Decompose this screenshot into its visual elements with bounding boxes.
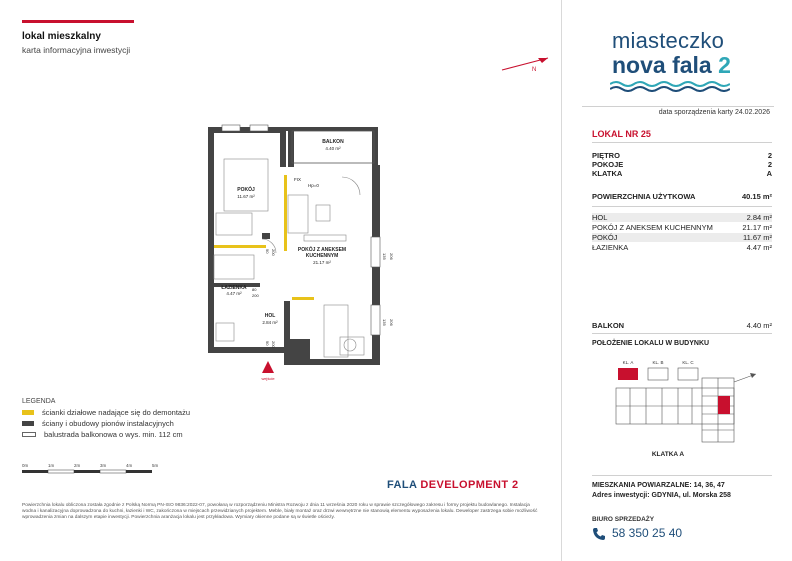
building-location-diagram xyxy=(606,356,766,462)
north-arrow-icon xyxy=(498,52,554,76)
phone-icon xyxy=(592,527,606,541)
logo-line1: miasteczko xyxy=(612,28,725,53)
plan-hol-label: HOL xyxy=(264,313,276,319)
room-label: POKÓJ xyxy=(592,233,618,242)
legend-item-balustrade xyxy=(22,430,183,439)
investment-address: Adres inwestycji: GDYNIA, ul. Morska 258 xyxy=(592,492,731,499)
plan-dim-206a: 206 xyxy=(389,253,394,260)
developer-brand-part1: FALA xyxy=(387,479,421,491)
page-title: lokal mieszkalny xyxy=(22,31,101,42)
room-value: 2.84 m² xyxy=(746,213,772,222)
room-value: 21.17 m² xyxy=(742,223,772,232)
plan-pokoj-area: 11.67 m² xyxy=(237,194,255,199)
scale-label-3: 3m xyxy=(100,463,107,468)
plan-pokoj-label: POKÓJ xyxy=(237,187,255,193)
plan-salon-area: 21.17 m² xyxy=(313,260,331,265)
logo-waves-icon xyxy=(610,80,730,92)
plan-balkon-area: 4.40 m² xyxy=(325,146,341,151)
legend-swatch-outline xyxy=(22,432,36,437)
date-created: data sporządzenia karty 24.02.2026 xyxy=(658,109,770,116)
unit-divider xyxy=(592,142,772,143)
room-label: HOL xyxy=(592,213,608,222)
logo-line2 xyxy=(612,52,731,79)
plan-dim-135a: 135 xyxy=(382,253,387,260)
room-row xyxy=(592,223,772,232)
legend-label: ściany i obudowy pionów instalacyjnych xyxy=(42,419,174,428)
balcony-value: 4.40 m² xyxy=(746,321,772,330)
legend-label: balustrada balkonowa o wys. min. 112 cm xyxy=(44,430,183,439)
entrance-arrow-icon xyxy=(262,361,274,373)
unit-stair-row xyxy=(592,169,772,178)
plan-dim-200a: 200 xyxy=(271,249,276,256)
unit-floor-value: 2 xyxy=(767,151,772,160)
location-title: POŁOŻENIE LOKALU W BUDYNKU xyxy=(592,340,710,347)
plan-hol-area: 2.84 m² xyxy=(262,320,278,325)
legend-item-walls xyxy=(22,419,174,428)
room-value: 4.47 m² xyxy=(746,243,772,252)
unit-floor-row xyxy=(592,151,772,160)
plan-salon-label-2: KUCHENNYM xyxy=(305,253,339,259)
unit-area-label: POWIERZCHNIA UŻYTKOWA xyxy=(592,192,696,201)
entrance-label: wejście xyxy=(261,376,275,381)
scale-label-4: 4m xyxy=(126,463,133,468)
plan-dim-80: 80 xyxy=(252,287,257,292)
plan-hp-label: Hp=0 xyxy=(308,183,319,188)
unit-rooms-value: 2 xyxy=(767,160,772,169)
area-divider xyxy=(592,206,772,207)
svg-text:N: N xyxy=(532,67,537,73)
scale-label-1: 1m xyxy=(48,463,55,468)
room-value: 11.67 m² xyxy=(742,233,772,242)
location-caption: KLATKA A xyxy=(651,451,685,458)
logo-number: 2 xyxy=(718,52,731,78)
legend-label: ścianki działowe nadające się do demontażu xyxy=(42,408,191,417)
plan-fix-label: FIX xyxy=(294,177,302,182)
room-row xyxy=(592,243,772,252)
scale-label-0: 0m xyxy=(22,463,29,468)
plan-balkon-label: BALKON xyxy=(322,139,344,145)
plan-salon-label: POKÓJ Z ANEKSEM xyxy=(297,247,347,253)
room-label: ŁAZIENKA xyxy=(592,243,629,252)
developer-brand-part2: DEVELOPMENT 2 xyxy=(420,479,519,491)
room-row xyxy=(592,213,772,222)
sales-phone-link[interactable]: 58 350 25 40 xyxy=(612,526,683,540)
date-divider xyxy=(582,106,774,107)
balcony-row xyxy=(592,321,772,330)
legend-title: LEGENDA xyxy=(22,398,56,405)
disclaimer-text: Powierzchnia lokalu obliczona została zgodnie z Polską Normą PN-ISO 9836:2022-07, powołaną w rozporządzeniu Ministra Rozwoju z dnia 11 września 2020 roku w sprawie szczegółowego zakresu i formy projektu budowlanego. Instalacja wodna i kanalizacyjna doprowadzona do kuchni, łazienki i WC, zakończona w miejscach przewidzianych projektem. Meble, biały montaż oraz drzwi wewnętrzne nie stanowią elementu wyposażenia lokalu. Deweloper zastrzega sobie możliwość wprowadzenia zmian na dalszym etapie inwestycji. Powierzchnia aranżacja lokalu jest przykładowa. Wymiary okienne podane są w świetle ościeży. xyxy=(22,503,538,521)
unit-area-row xyxy=(592,192,772,201)
adjacent-units: MIESZKANIA POWIARZALNE: 14, 36, 47 xyxy=(592,482,725,489)
stair-label-b: KL. B xyxy=(652,360,664,365)
scale-label-2: 2m xyxy=(74,463,81,468)
logo-line2-text: nova fala xyxy=(612,52,712,78)
scale-bar xyxy=(22,462,172,482)
plan-dim-135b: 135 xyxy=(382,319,387,326)
plan-dim-200b: 200 xyxy=(252,293,259,298)
balcony-divider xyxy=(592,333,772,334)
unit-area-value: 40.15 m² xyxy=(741,192,772,201)
floor-plan xyxy=(200,105,400,385)
legend-item-demountable xyxy=(22,408,190,417)
balcony-label: BALKON xyxy=(592,321,625,330)
room-label: POKÓJ Z ANEKSEM KUCHENNYM xyxy=(592,223,713,232)
developer-brand xyxy=(387,479,518,491)
unit-floor-label: PIĘTRO xyxy=(592,151,620,160)
page-subtitle: karta informacyjna inwestycji xyxy=(22,45,131,55)
unit-rooms-row xyxy=(592,160,772,169)
stair-label-a: KL. A xyxy=(622,360,634,365)
unit-stair-value: A xyxy=(766,169,772,178)
plan-lazienka-area: 4.47 m² xyxy=(226,291,242,296)
unit-stair-label: KLATKA xyxy=(592,169,623,178)
header-accent-bar xyxy=(22,20,134,23)
legend-swatch-yellow xyxy=(22,410,34,415)
plan-dim-90a: 90 xyxy=(265,249,270,254)
plan-dim-206b: 206 xyxy=(389,319,394,326)
room-row xyxy=(592,233,772,242)
bottom-divider xyxy=(592,475,772,476)
unit-name: LOKAL NR 25 xyxy=(592,129,651,139)
sales-office-title: BIURO SPRZEDAŻY xyxy=(592,516,655,523)
unit-rooms-label: POKOJE xyxy=(592,160,624,169)
stair-label-c: KL. C xyxy=(682,360,694,365)
legend-swatch-dark xyxy=(22,421,34,426)
plan-lazienka-label: ŁAZIENKA xyxy=(221,285,247,291)
plan-dim-90b: 90 xyxy=(265,341,270,346)
plan-dim-200c: 200 xyxy=(271,341,276,348)
scale-label-5: 5m xyxy=(152,463,159,468)
